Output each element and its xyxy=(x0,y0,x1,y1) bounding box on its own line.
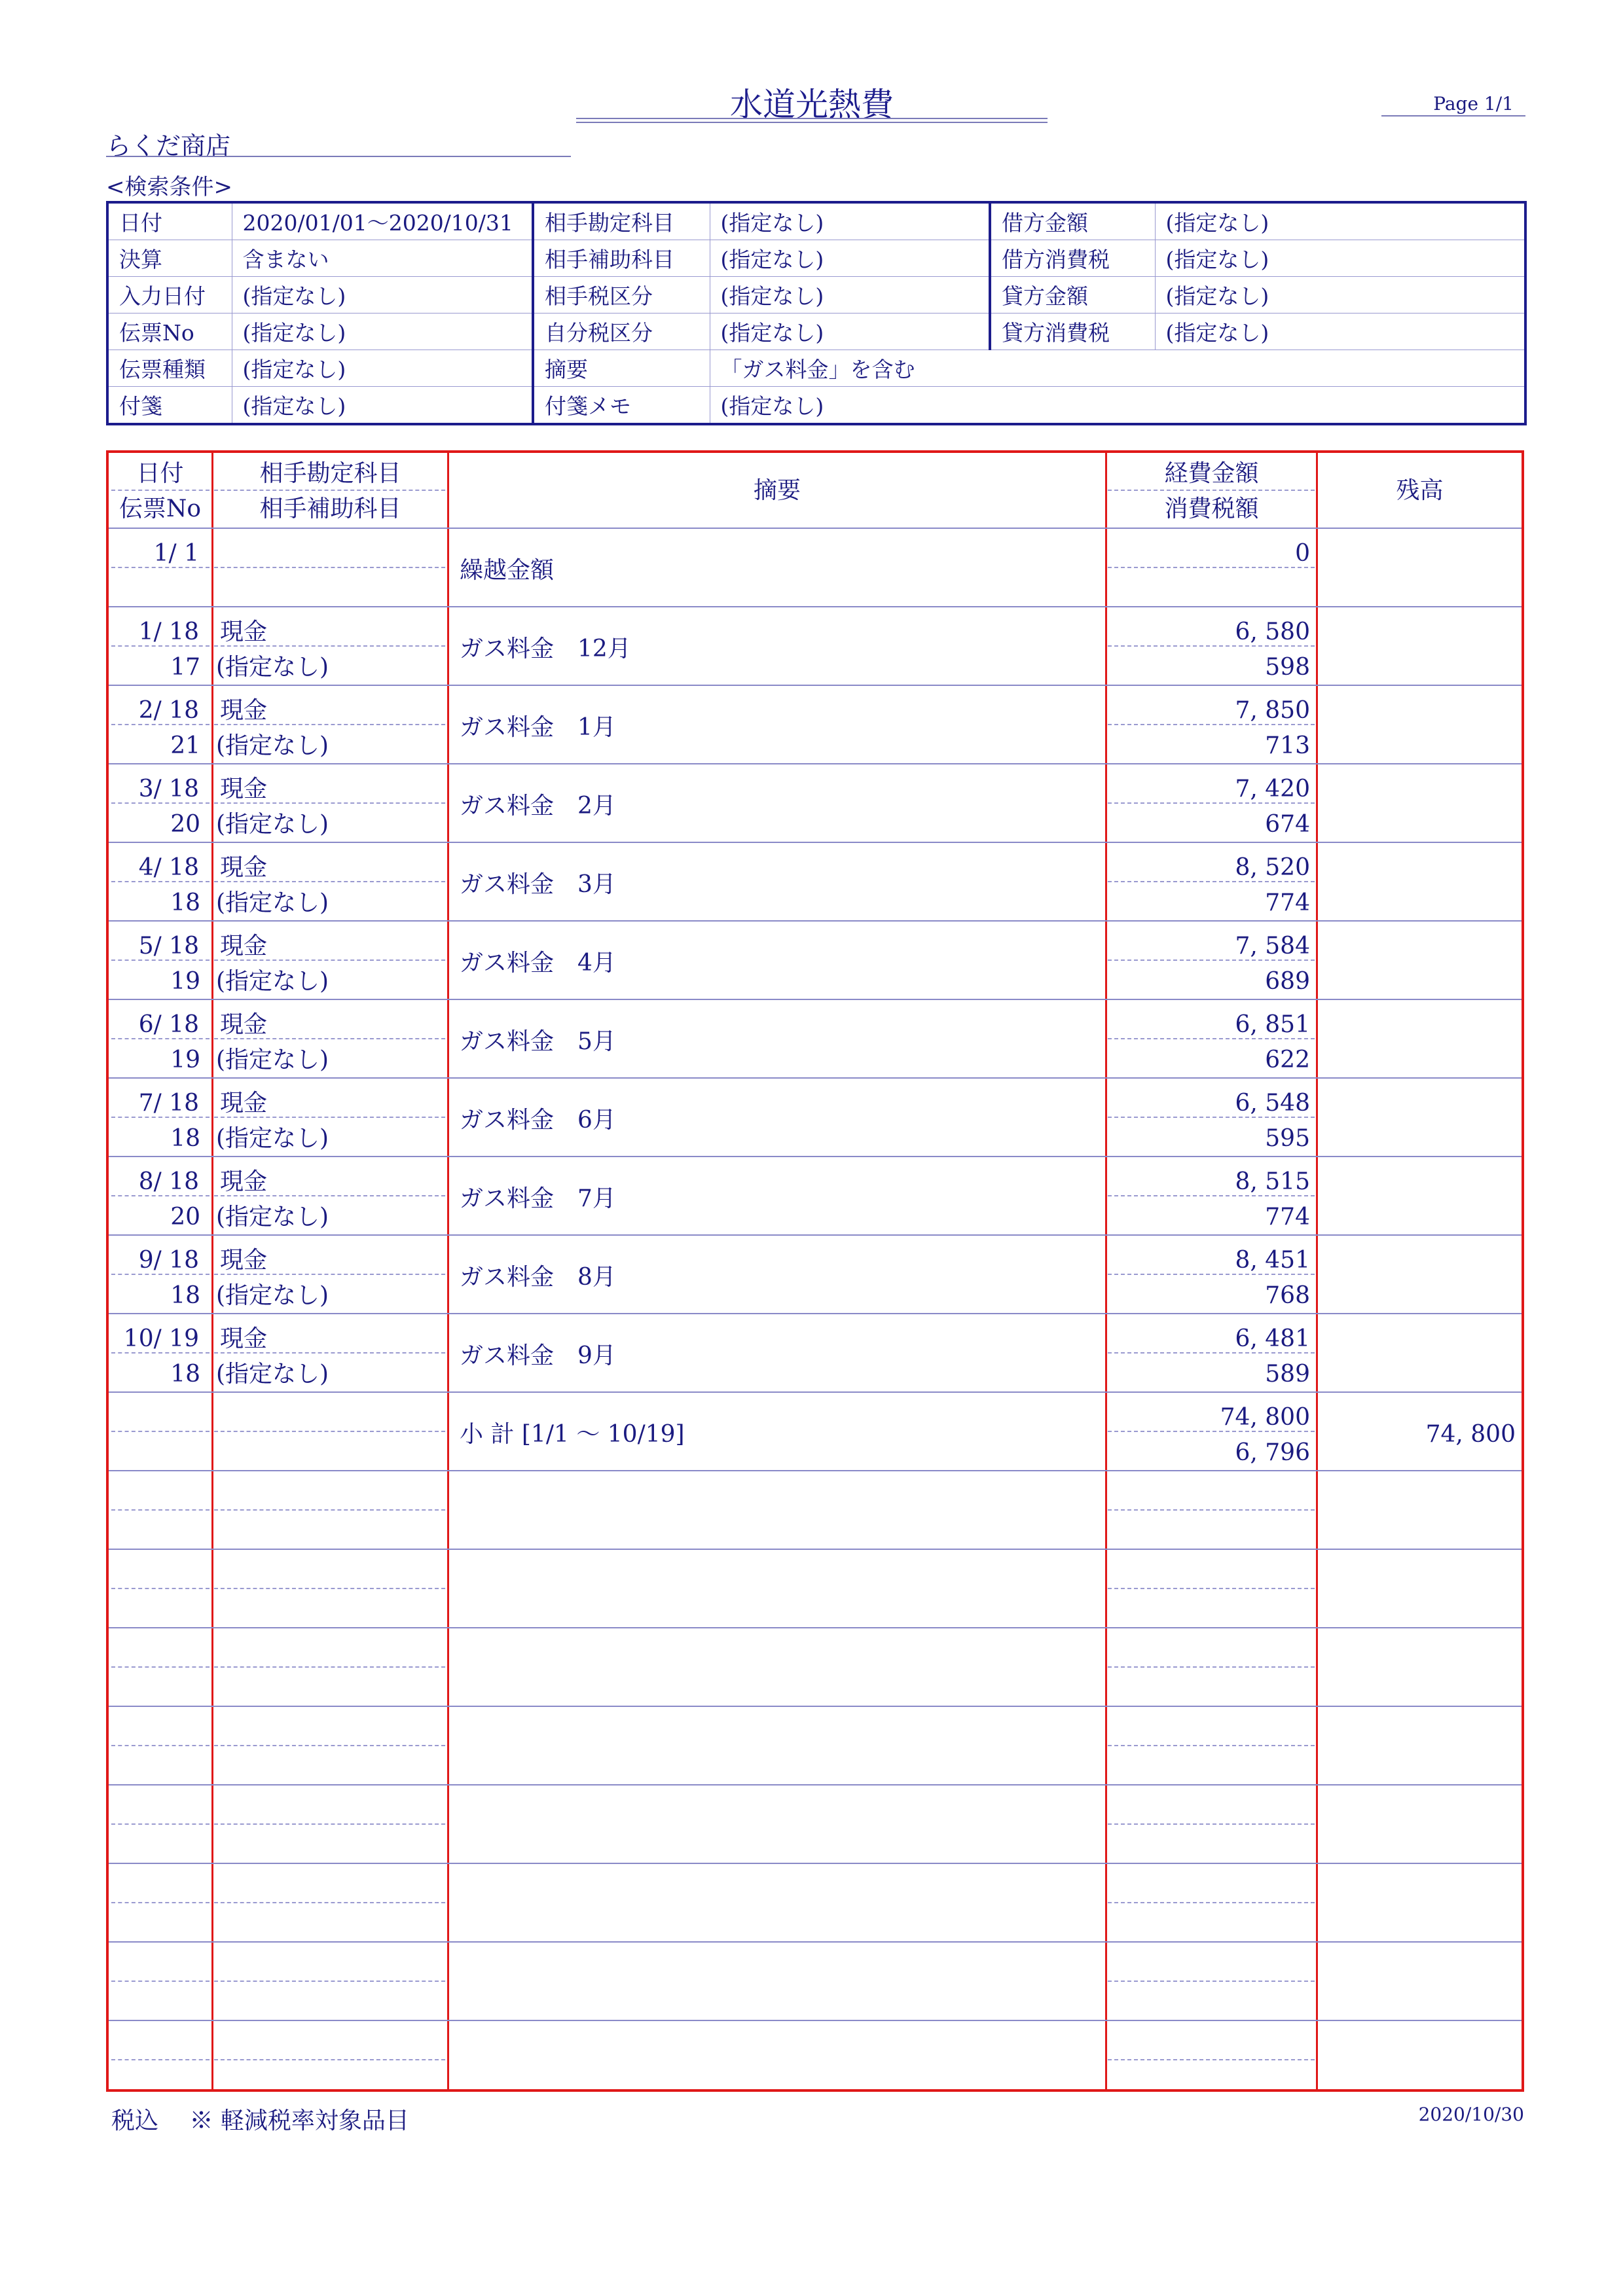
row-dashed-rule xyxy=(111,1195,210,1196)
row-dashed-rule xyxy=(111,1745,210,1746)
row-date: 6/ 18 xyxy=(138,1011,199,1038)
row-slip-no: 21 xyxy=(170,732,200,759)
row-summary: ガス料金 7月 xyxy=(460,1185,616,1212)
cond-value: (指定なし) xyxy=(710,277,990,314)
cond-label: 摘要 xyxy=(533,350,710,387)
cond-label: 相手税区分 xyxy=(533,277,710,314)
company-name: らくだ商店 xyxy=(106,132,231,160)
header-dashed-rule xyxy=(111,490,210,491)
cond-value: (指定なし) xyxy=(710,387,1525,425)
header-balance: 残高 xyxy=(1396,477,1444,504)
cond-label: 日付 xyxy=(107,202,232,240)
row-dashed-rule xyxy=(111,1038,210,1039)
row-amount: 7, 420 xyxy=(1235,776,1310,802)
row-amount: 7, 584 xyxy=(1235,933,1310,960)
company-underline xyxy=(106,156,571,157)
row-summary: ガス料金 5月 xyxy=(460,1028,616,1055)
row-dashed-rule xyxy=(214,1666,445,1668)
row-tax: 774 xyxy=(1265,1204,1310,1230)
row-sub-account: (指定なし) xyxy=(216,1204,329,1230)
row-dashed-rule xyxy=(214,724,445,725)
row-dashed-rule xyxy=(111,1117,210,1118)
row-dashed-rule xyxy=(1108,1981,1315,1982)
row-dashed-rule xyxy=(1108,881,1315,882)
cond-value: 含まない xyxy=(232,240,533,277)
row-sub-account: (指定なし) xyxy=(216,1047,329,1073)
row-dashed-rule xyxy=(111,1823,210,1825)
row-dashed-rule xyxy=(214,567,445,568)
row-dashed-rule xyxy=(111,1431,210,1432)
header-date: 日付 xyxy=(136,460,184,487)
row-sub-account: (指定なし) xyxy=(216,732,329,759)
row-account: 現金 xyxy=(220,1325,268,1352)
row-tax: 689 xyxy=(1265,968,1310,995)
row-dashed-rule xyxy=(214,1981,445,1982)
header-tax: 消費税額 xyxy=(1164,495,1259,522)
search-conditions-label: <検索条件> xyxy=(106,174,232,200)
row-summary: ガス料金 9月 xyxy=(460,1342,616,1369)
row-summary: 小 計 [1/1 ～ 10/19] xyxy=(460,1421,685,1448)
row-dashed-rule xyxy=(1108,1666,1315,1668)
row-date: 10/ 19 xyxy=(123,1325,199,1352)
row-dashed-rule xyxy=(111,1509,210,1511)
row-dashed-rule xyxy=(214,1902,445,1903)
row-rule xyxy=(109,1156,1522,1157)
row-dashed-rule xyxy=(214,1117,445,1118)
row-date: 7/ 18 xyxy=(138,1090,199,1117)
row-sub-account: (指定なし) xyxy=(216,1125,329,1152)
row-dashed-rule xyxy=(214,1431,445,1432)
row-dashed-rule xyxy=(214,960,445,961)
row-slip-no: 18 xyxy=(170,1361,200,1388)
ledger-table xyxy=(106,450,1524,2092)
cond-label: 入力日付 xyxy=(107,277,232,314)
row-summary: ガス料金 12月 xyxy=(460,636,631,662)
row-sub-account: (指定なし) xyxy=(216,968,329,995)
row-dashed-rule xyxy=(214,1038,445,1039)
row-dashed-rule xyxy=(214,1745,445,1746)
row-dashed-rule xyxy=(1108,2059,1315,2060)
row-date: 3/ 18 xyxy=(138,776,199,802)
row-slip-no: 20 xyxy=(170,811,200,838)
row-rule xyxy=(109,1470,1522,1471)
row-dashed-rule xyxy=(214,881,445,882)
header-dashed-rule xyxy=(1108,490,1315,491)
row-rule xyxy=(109,1941,1522,1943)
cond-value: (指定なし) xyxy=(232,277,533,314)
cond-value: (指定なし) xyxy=(710,202,990,240)
row-dashed-rule xyxy=(214,1274,445,1275)
row-summary: ガス料金 2月 xyxy=(460,793,616,819)
row-date: 9/ 18 xyxy=(138,1247,199,1274)
row-rule xyxy=(109,1706,1522,1707)
cond-label: 相手勘定科目 xyxy=(533,202,710,240)
page-number: Page 1/1 xyxy=(1433,93,1514,115)
column-divider xyxy=(447,453,449,2089)
row-dashed-rule xyxy=(1108,1195,1315,1196)
row-tax: 598 xyxy=(1265,654,1310,681)
row-summary: ガス料金 3月 xyxy=(460,871,616,898)
row-dashed-rule xyxy=(1108,1038,1315,1039)
row-dashed-rule xyxy=(1108,1431,1315,1432)
header-summary: 摘要 xyxy=(753,477,801,504)
header-sub-account: 相手補助科目 xyxy=(259,495,401,522)
row-date: 8/ 18 xyxy=(138,1168,199,1195)
row-rule xyxy=(109,999,1522,1000)
row-slip-no: 18 xyxy=(170,1125,200,1152)
row-account: 現金 xyxy=(220,619,268,645)
row-summary: ガス料金 8月 xyxy=(460,1264,616,1291)
row-amount: 8, 520 xyxy=(1235,854,1310,881)
row-dashed-rule xyxy=(214,1509,445,1511)
row-date: 2/ 18 xyxy=(138,697,199,724)
row-dashed-rule xyxy=(111,1981,210,1982)
search-conditions-body xyxy=(107,202,1525,424)
row-date: 4/ 18 xyxy=(138,854,199,881)
row-sub-account: (指定なし) xyxy=(216,1361,329,1388)
title-underline xyxy=(576,118,1048,119)
row-amount: 6, 851 xyxy=(1235,1011,1310,1038)
row-amount: 6, 580 xyxy=(1235,619,1310,645)
row-rule xyxy=(109,2020,1522,2021)
cond-label: 貸方消費税 xyxy=(990,314,1155,350)
row-date: 1/ 1 xyxy=(153,540,199,567)
header-dashed-rule xyxy=(214,490,445,491)
row-dashed-rule xyxy=(214,1588,445,1589)
row-rule xyxy=(109,1549,1522,1550)
row-dashed-rule xyxy=(111,1274,210,1275)
row-account: 現金 xyxy=(220,1011,268,1038)
cond-value: (指定なし) xyxy=(710,314,990,350)
condition-row xyxy=(107,387,1525,425)
cond-value: (指定なし) xyxy=(232,350,533,387)
cond-label: 決算 xyxy=(107,240,232,277)
row-amount: 7, 850 xyxy=(1235,697,1310,724)
row-tax: 595 xyxy=(1265,1125,1310,1152)
row-rule xyxy=(109,1627,1522,1628)
column-divider xyxy=(211,453,213,2089)
cond-label: 自分税区分 xyxy=(533,314,710,350)
cond-label: 伝票種類 xyxy=(107,350,232,387)
row-dashed-rule xyxy=(1108,645,1315,647)
cond-label: 借方消費税 xyxy=(990,240,1155,277)
row-sub-account: (指定なし) xyxy=(216,811,329,838)
row-rule xyxy=(109,1313,1522,1314)
row-dashed-rule xyxy=(111,881,210,882)
row-dashed-rule xyxy=(111,724,210,725)
cond-label: 相手補助科目 xyxy=(533,240,710,277)
row-rule xyxy=(109,1863,1522,1864)
row-account: 現金 xyxy=(220,1090,268,1117)
row-rule xyxy=(109,920,1522,922)
row-dashed-rule xyxy=(214,2059,445,2060)
row-slip-no: 18 xyxy=(170,889,200,916)
row-dashed-rule xyxy=(214,1195,445,1196)
row-rule xyxy=(109,685,1522,686)
row-tax: 622 xyxy=(1265,1047,1310,1073)
row-dashed-rule xyxy=(111,1352,210,1354)
row-dashed-rule xyxy=(111,567,210,568)
row-dashed-rule xyxy=(1108,1274,1315,1275)
cond-label: 貸方金額 xyxy=(990,277,1155,314)
row-dashed-rule xyxy=(214,1352,445,1354)
row-rule xyxy=(109,1784,1522,1785)
row-tax: 6, 796 xyxy=(1235,1439,1310,1466)
footer-note: 税込 ※ 軽減税率対象品目 xyxy=(111,2108,409,2134)
page-title: 水道光熱費 xyxy=(730,86,894,124)
row-amount: 0 xyxy=(1295,540,1310,567)
condition-row xyxy=(107,277,1525,314)
row-balance: 74, 800 xyxy=(1425,1421,1516,1448)
row-dashed-rule xyxy=(1108,802,1315,804)
row-account: 現金 xyxy=(220,933,268,960)
row-summary: ガス料金 6月 xyxy=(460,1107,616,1134)
row-date: 1/ 18 xyxy=(138,619,199,645)
row-rule xyxy=(109,1391,1522,1393)
row-date: 5/ 18 xyxy=(138,933,199,960)
row-amount: 74, 800 xyxy=(1220,1404,1310,1431)
cond-label: 付箋メモ xyxy=(533,387,710,425)
title-underline-double xyxy=(576,122,1048,123)
header-bottom-rule xyxy=(109,528,1522,529)
condition-row xyxy=(107,240,1525,277)
row-dashed-rule xyxy=(1108,1745,1315,1746)
cond-value: (指定なし) xyxy=(1155,240,1525,277)
row-dashed-rule xyxy=(1108,960,1315,961)
row-sub-account: (指定なし) xyxy=(216,889,329,916)
row-dashed-rule xyxy=(111,960,210,961)
row-dashed-rule xyxy=(1108,1509,1315,1511)
row-amount: 8, 515 xyxy=(1235,1168,1310,1195)
row-account: 現金 xyxy=(220,854,268,881)
row-dashed-rule xyxy=(111,1666,210,1668)
row-rule xyxy=(109,763,1522,764)
cond-value: (指定なし) xyxy=(710,240,990,277)
row-account: 現金 xyxy=(220,697,268,724)
condition-row xyxy=(107,202,1525,240)
row-tax: 768 xyxy=(1265,1282,1310,1309)
row-dashed-rule xyxy=(111,2059,210,2060)
row-sub-account: (指定なし) xyxy=(216,654,329,681)
row-dashed-rule xyxy=(214,802,445,804)
row-tax: 774 xyxy=(1265,889,1310,916)
row-dashed-rule xyxy=(1108,724,1315,725)
row-summary: ガス料金 4月 xyxy=(460,950,616,977)
cond-label: 借方金額 xyxy=(990,202,1155,240)
row-dashed-rule xyxy=(1108,567,1315,568)
row-rule xyxy=(109,606,1522,607)
row-amount: 6, 548 xyxy=(1235,1090,1310,1117)
cond-value: (指定なし) xyxy=(232,387,533,425)
header-account: 相手勘定科目 xyxy=(259,460,401,487)
footer-date: 2020/10/30 xyxy=(1418,2104,1524,2125)
row-slip-no: 18 xyxy=(170,1282,200,1309)
cond-value: (指定なし) xyxy=(1155,277,1525,314)
row-dashed-rule xyxy=(111,1588,210,1589)
row-dashed-rule xyxy=(1108,1117,1315,1118)
row-dashed-rule xyxy=(111,802,210,804)
row-dashed-rule xyxy=(214,1823,445,1825)
row-summary: 繰越金額 xyxy=(460,557,555,584)
row-rule xyxy=(109,1234,1522,1236)
header-amount: 経費金額 xyxy=(1164,460,1259,487)
row-slip-no: 19 xyxy=(170,1047,200,1073)
row-amount: 6, 481 xyxy=(1235,1325,1310,1352)
row-account: 現金 xyxy=(220,1247,268,1274)
condition-row xyxy=(107,350,1525,387)
cond-value: (指定なし) xyxy=(232,314,533,350)
row-amount: 8, 451 xyxy=(1235,1247,1310,1274)
row-dashed-rule xyxy=(1108,1823,1315,1825)
row-account: 現金 xyxy=(220,1168,268,1195)
row-dashed-rule xyxy=(111,1902,210,1903)
cond-value: (指定なし) xyxy=(1155,202,1525,240)
row-dashed-rule xyxy=(1108,1902,1315,1903)
cond-label: 付箋 xyxy=(107,387,232,425)
cond-value: 2020/01/01～2020/10/31 xyxy=(232,202,533,240)
cond-label: 伝票No xyxy=(107,314,232,350)
column-divider xyxy=(1316,453,1318,2089)
row-dashed-rule xyxy=(214,645,445,647)
row-sub-account: (指定なし) xyxy=(216,1282,329,1309)
condition-row xyxy=(107,314,1525,350)
row-tax: 589 xyxy=(1265,1361,1310,1388)
cond-value: 「ガス料金」を含む xyxy=(710,350,1525,387)
cond-value: (指定なし) xyxy=(1155,314,1525,350)
row-rule xyxy=(109,842,1522,843)
page-number-underline xyxy=(1381,115,1525,117)
row-dashed-rule xyxy=(111,645,210,647)
row-slip-no: 17 xyxy=(170,654,200,681)
row-dashed-rule xyxy=(1108,1588,1315,1589)
row-slip-no: 20 xyxy=(170,1204,200,1230)
row-summary: ガス料金 1月 xyxy=(460,714,616,741)
row-slip-no: 19 xyxy=(170,968,200,995)
header-slip-no: 伝票No xyxy=(119,495,202,522)
row-tax: 674 xyxy=(1265,811,1310,838)
row-tax: 713 xyxy=(1265,732,1310,759)
row-rule xyxy=(109,1077,1522,1079)
search-conditions-table xyxy=(106,201,1527,425)
row-account: 現金 xyxy=(220,776,268,802)
row-dashed-rule xyxy=(1108,1352,1315,1354)
